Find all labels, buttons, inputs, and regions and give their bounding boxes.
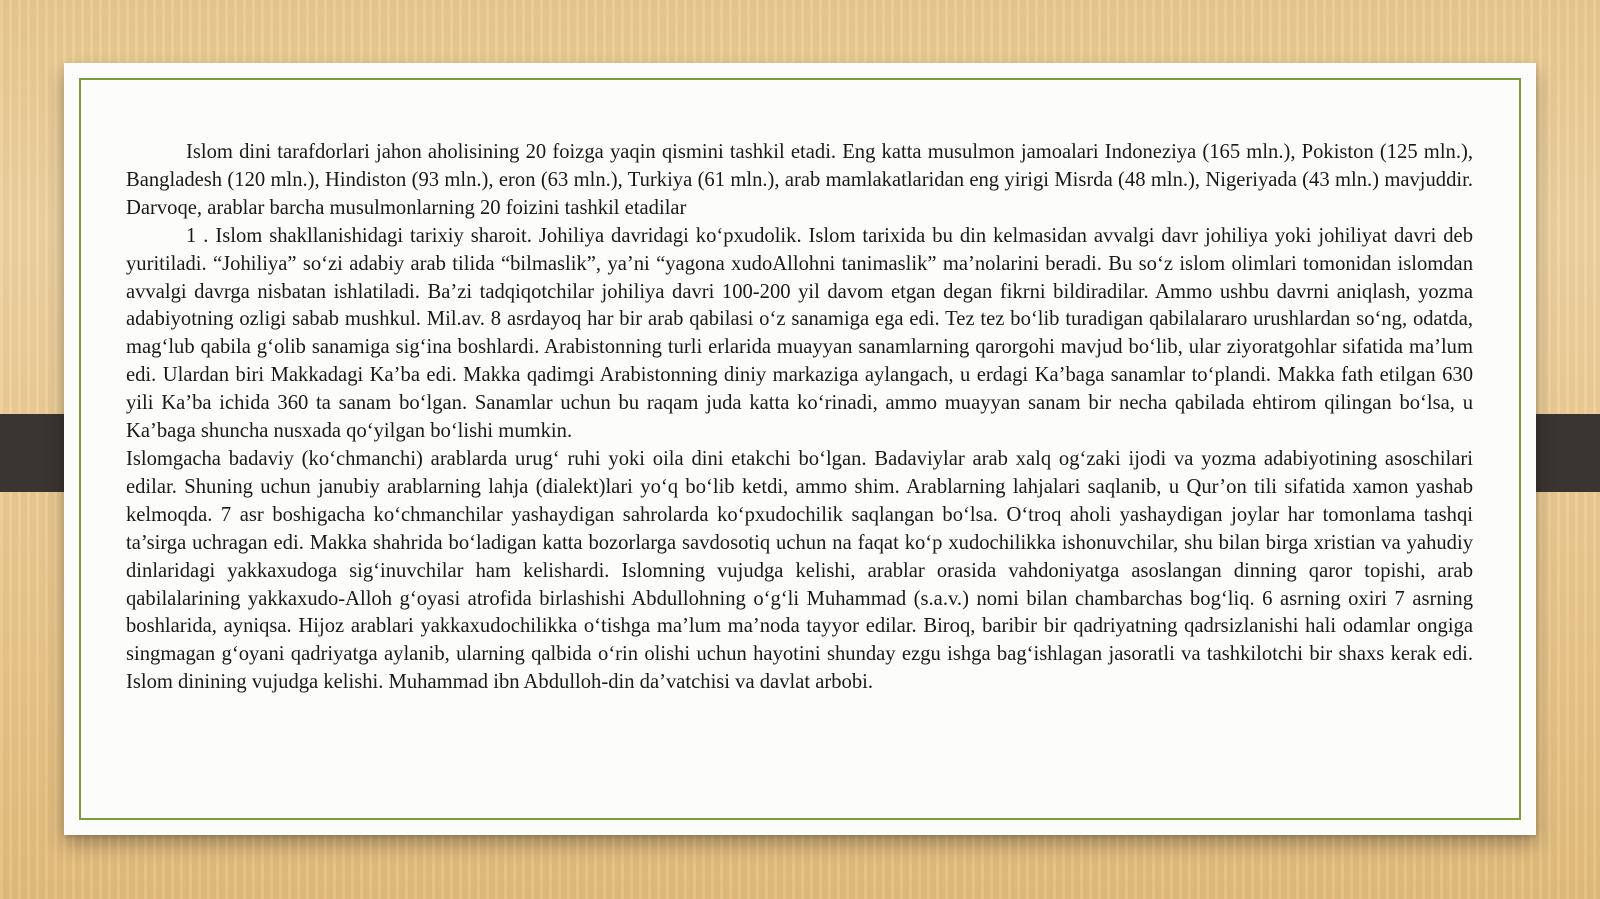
slide-text-body [126, 139, 1473, 697]
paragraph-bedouin-arabs: Islomgacha badaviy (ko‘chmanchi) arablarda urug‘ ruhi yoki oila dini etakchi bo‘lgan. Badaviylar arab xalq og‘zaki ijodi va yozma adabiyotining asoschilari edilar. Shuning uchun janubiy arablarning lahja (dialekt)lari yo‘q bo‘lib ketdi, ammo shim. Arablarning lahjalari saqlanib, u Qur’on tili sifatida xamon yashab kelmoqda. 7 asr boshigacha ko‘chmanchilar yashaydigan sahrolarda ko‘pxudochilik saqlangan bo‘lsa. O‘troq aholi yashaydigan joylar har tomonlama tashqi ta’sirga uchragan edi. Makka shahrida bo‘ladigan katta bozorlarga savdosotiq uchun na faqat ko‘p xudochilikka ishonuvchilar, shu bilan birga xristian va yahudiy dinlaridagi yakkaxudoga sig‘inuvchilar ham kelishardi. Islomning vujudga kelishi, arablar orasida vahdoniyatga asoslangan dinning qaror topishi, arab qabilalarining yakkaxudo-Alloh g‘oyasi atrofida birlashishi Abdullohning o‘g‘li Muhammad (s.a.v.) nomi bilan chambarchas bog‘liq. 6 asrning oxiri 7 asrning boshlarida, ayniqsa. Hijoz arablari yakkaxudochilikka o‘tishga ma’lum ma’noda tayyor edilar. Biroq, baribir bir qadriyatning qadrsizlanishi hali odamlar ongiga singmagan g‘oyani qadriyatga aylanib, ularning qalbida o‘rin olishi uchun hayotini shunday ezgu ishga bag‘ishlagan jasoratli va tashkilotchi bir shaxs kerak edi. Islom dinining vujudga kelishi. Muhammad ibn Abdulloh-din da’vatchisi va davlat arbobi. [126, 447, 1473, 694]
paragraph-historical-conditions: 1 . Islom shakllanishidagi tarixiy sharoit. Johiliya davridagi ko‘pxudolik. Islom tarixida bu din kelmasidan avvalgi davr johiliya yoki johiliyat davri deb yuritiladi. “Johiliya” so‘zi adabiy arab tilida “bilmaslik”, ya’ni “yagona xudoAllohni tanimaslik” ma’nolarini beradi. Bu so‘z islom olimlari tomonidan islomdan avvalgi davrga nisbatan ishlatiladi. Ba’zi tadqiqotchilar johiliya davri 100-200 yil davom etgan degan fikrni bildiradilar. Ammo ushbu davrni aniqlash, yozma adabiyotning ozligi sabab mushkul. Mil.av. 8 asrdayoq har bir arab qabilasi o‘z sanamiga ega edi. Tez tez bo‘lib turadigan qabilalararo urushlardan so‘ng, odatda, mag‘lub qabila g‘olib sanamiga sig‘ina boshlardi. Arabistonning turli erlarida muayyan sanamlarning qarorgohi mavjud bo‘lib, ular ziyoratgohlar sifatida ma’lum edi. Ulardan biri Makkadagi Ka’ba edi. Makka qadimgi Arabistonning diniy markaziga aylangach, u erdagi Ka’baga sanamlar to‘plandi. Makka fath etilgan 630 yili Ka’ba ichida 360 ta sanam bo‘lgan. Sanamlar uchun bu raqam juda katta ko‘rinadi, ammo muayyan sanam bir necha qabilada ehtirom qilingan bo‘lsa, u Ka’baga shuncha nusxada qo‘yilgan bo‘lishi mumkin. [126, 224, 1473, 443]
paragraph-population: Islom dini tarafdorlari jahon aholisining 20 foizga yaqin qismini tashkil etadi. Eng katta musulmon jamoalari Indoneziya (165 mln.), Pokiston (125 mln.), Bangladesh (120 mln.), Hindiston (93 mln.), eron (63 mln.), Turkiya (61 mln.), arab mamlakatlaridan eng yirigi Misrda (48 mln.), Nigeriyada (43 mln.) mavjuddir. Darvoqe, arablar barcha musulmonlarning 20 foizini tashkil etadilar [126, 141, 1473, 219]
